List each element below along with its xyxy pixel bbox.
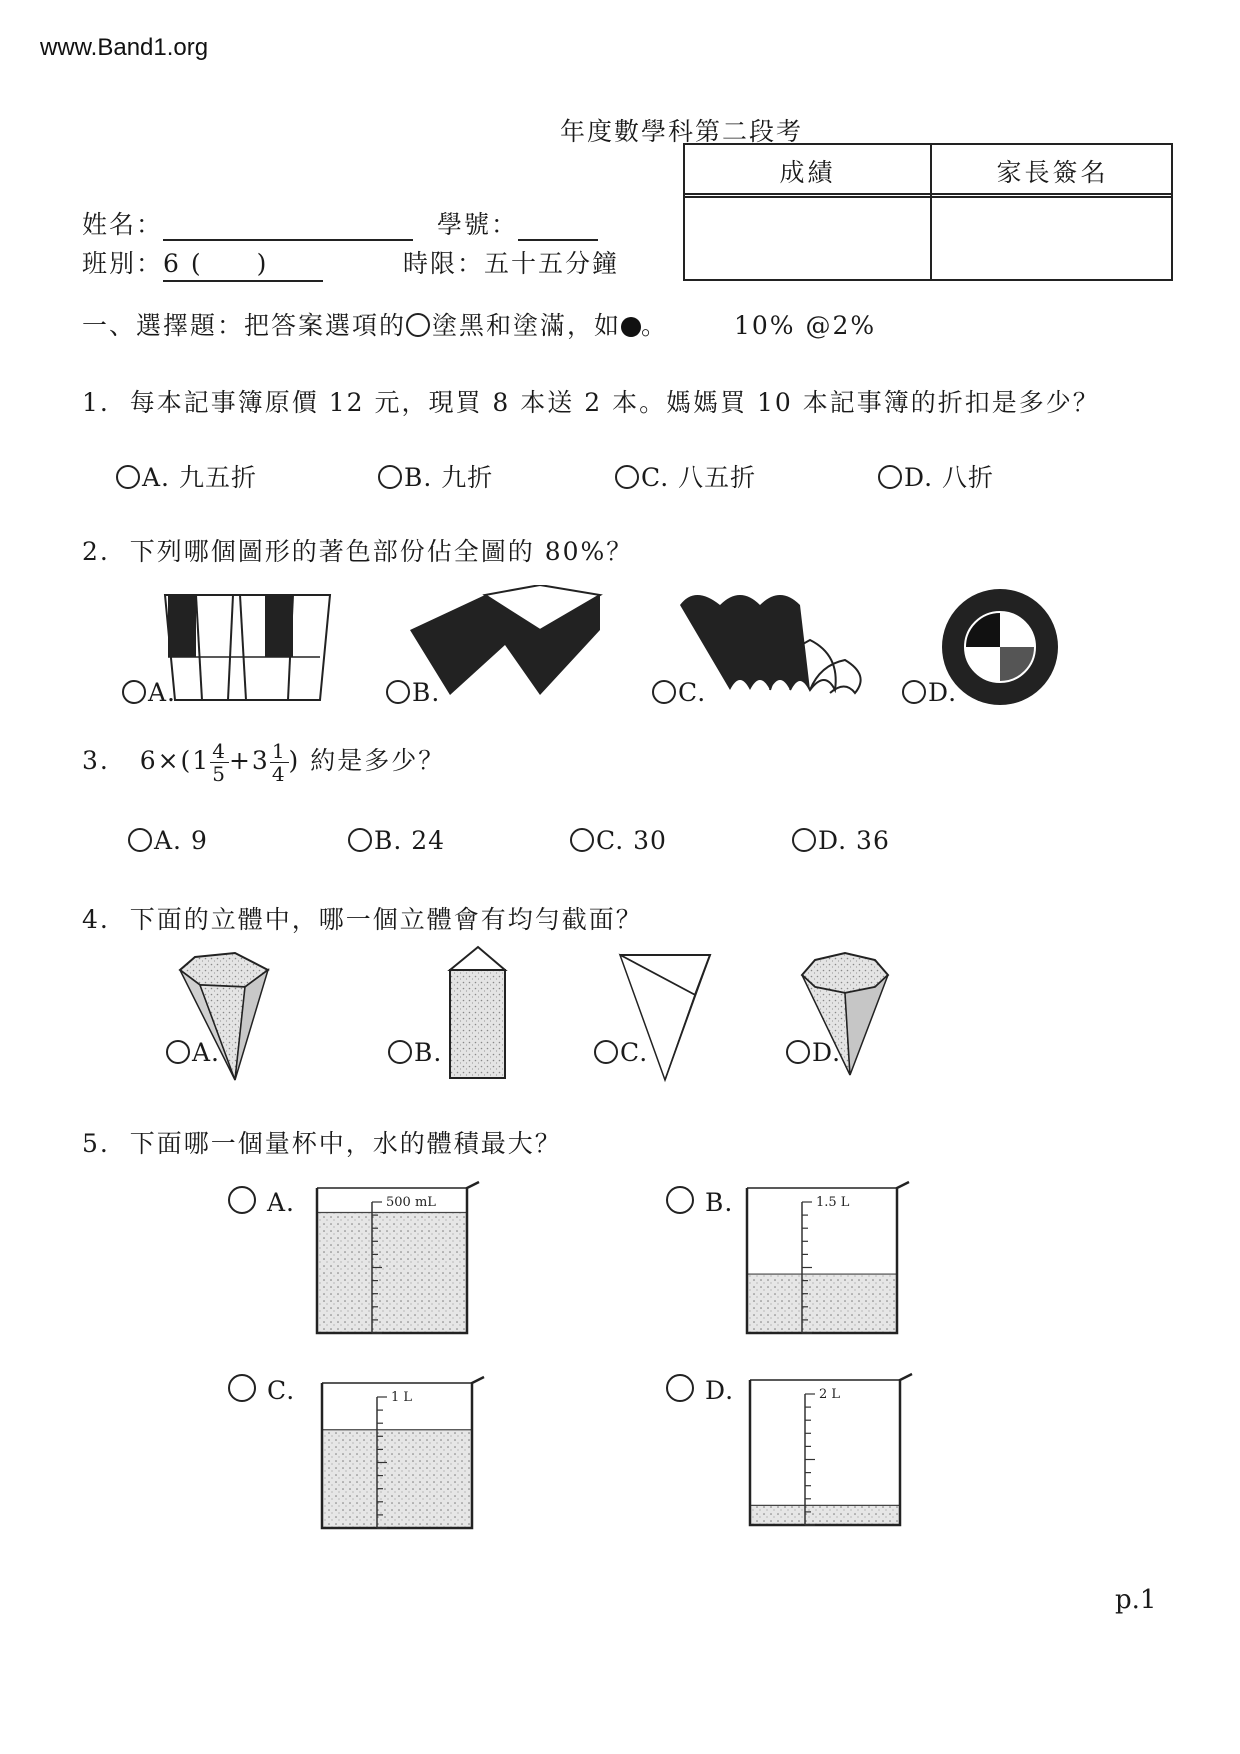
expression-part-b: +3 — [228, 746, 270, 775]
answer-bubble-icon[interactable] — [378, 465, 402, 489]
beaker-b — [745, 1180, 915, 1338]
score-table — [683, 143, 1173, 281]
answer-bubble-icon[interactable] — [128, 828, 152, 852]
fraction-1-4: $\frac{1}{4}$ — [271, 739, 287, 786]
question-4: 4. 下面的立體中，哪一個立體會有均勻截面？ — [82, 905, 643, 934]
section-score: 10% @2% — [734, 311, 877, 340]
answer-bubble-icon[interactable] — [386, 680, 410, 704]
beaker-capacity-label: 2 L — [819, 1387, 841, 1402]
q5-option-b[interactable]: B. — [666, 1186, 733, 1217]
expression-part-c: ) 約是多少？ — [288, 746, 446, 775]
q5-option-a[interactable]: A. — [228, 1186, 295, 1217]
empty-circle-icon — [406, 313, 430, 337]
filled-circle-icon — [621, 317, 641, 337]
q4-option-b[interactable]: B. — [388, 1038, 442, 1067]
name-field[interactable] — [163, 210, 413, 241]
name-label: 姓名： — [82, 210, 164, 239]
class-field[interactable]: 6 ( ) — [163, 244, 323, 282]
q1-option-b[interactable]: B. 九折 — [378, 458, 493, 494]
answer-bubble-icon[interactable] — [652, 680, 676, 704]
q1-option-a[interactable]: A. 九五折 — [116, 458, 257, 494]
question-1-text: 每本記事簿原價 12 元，現買 8 本送 2 本。媽媽買 10 本記事簿的折扣是多少？ — [129, 388, 1100, 417]
fraction-4-5: $\frac{4}{5}$ — [212, 739, 227, 786]
student-id-label: 學號： — [436, 210, 518, 239]
score-header: 成績 — [779, 158, 836, 187]
parent-signature-header: 家長簽名 — [996, 158, 1109, 187]
q5-option-c[interactable]: C. — [228, 1374, 295, 1405]
question-2-text: 下列哪個圖形的著色部份佔全圖的 80%？ — [129, 537, 634, 566]
q2-option-b[interactable]: B. — [386, 678, 440, 707]
answer-bubble-icon[interactable] — [878, 465, 902, 489]
beaker-capacity-label: 500 mL — [386, 1195, 436, 1210]
q2-option-c[interactable]: C. — [652, 678, 706, 707]
q4-option-d[interactable]: D. — [786, 1038, 841, 1067]
answer-bubble-icon[interactable] — [570, 828, 594, 852]
q3-option-d[interactable]: D. 36 — [792, 826, 890, 855]
answer-bubble-icon[interactable] — [666, 1186, 694, 1214]
answer-bubble-icon[interactable] — [166, 1040, 190, 1064]
class-row — [82, 244, 619, 282]
beaker-c — [320, 1375, 490, 1533]
answer-bubble-icon[interactable] — [666, 1374, 694, 1402]
figure-d-ring-shape — [942, 589, 1058, 705]
answer-bubble-icon[interactable] — [348, 828, 372, 852]
question-3: 3. 6×(1 $\frac{4}{5}$ +3 $\frac{1}{4}$ ) 約是多少？ — [82, 739, 446, 786]
water-level — [317, 1212, 467, 1333]
answer-bubble-icon[interactable] — [228, 1186, 256, 1214]
beaker-capacity-label: 1.5 L — [816, 1195, 850, 1210]
answer-bubble-icon[interactable] — [122, 680, 146, 704]
section-header: 一、選擇題：把答案選項的 塗黑和塗滿，如 。 10% @2% — [82, 311, 877, 340]
answer-bubble-icon[interactable] — [388, 1040, 412, 1064]
answer-bubble-icon[interactable] — [228, 1374, 256, 1402]
class-label: 班別： — [82, 249, 164, 278]
q2-figures — [120, 585, 1120, 715]
q2-option-d[interactable]: D. — [902, 678, 957, 707]
beaker-a — [315, 1180, 485, 1338]
figure-c-loops-shape — [680, 595, 861, 693]
student-id-field[interactable] — [518, 210, 598, 241]
answer-bubble-icon[interactable] — [615, 465, 639, 489]
figure-a-striped-trapezoid — [165, 595, 330, 700]
q3-option-c[interactable]: C. 30 — [570, 826, 667, 855]
question-5: 5. 下面哪一個量杯中，水的體積最大？ — [82, 1129, 562, 1158]
q4-option-a[interactable]: A. — [166, 1038, 220, 1067]
question-2: 2. 下列哪個圖形的著色部份佔全圖的 80%？ — [82, 537, 634, 566]
q2-option-a[interactable]: A. — [122, 678, 176, 707]
q1-option-c[interactable]: C. 八五折 — [615, 458, 756, 494]
question-4-text: 下面的立體中，哪一個立體會有均勻截面？ — [129, 905, 643, 934]
solid-b-prism-with-roof — [450, 947, 505, 1078]
answer-bubble-icon[interactable] — [786, 1040, 810, 1064]
water-level — [747, 1274, 897, 1333]
page-number: p.1 — [1115, 1585, 1157, 1615]
beaker-d — [748, 1372, 918, 1530]
expression-part-a: 6×(1 — [139, 746, 211, 775]
water-level — [750, 1505, 900, 1525]
q3-option-a[interactable]: A. 9 — [128, 826, 208, 855]
answer-bubble-icon[interactable] — [902, 680, 926, 704]
q5-option-d[interactable]: D. — [666, 1374, 734, 1405]
question-1: 1. 每本記事簿原價 12 元，現買 8 本送 2 本。媽媽買 10 本記事簿的折扣是多少？ — [82, 388, 1100, 417]
beaker-capacity-label: 1 L — [391, 1390, 413, 1405]
answer-bubble-icon[interactable] — [116, 465, 140, 489]
q1-option-d[interactable]: D. 八折 — [878, 458, 994, 494]
q3-option-b[interactable]: B. 24 — [348, 826, 445, 855]
answer-bubble-icon[interactable] — [594, 1040, 618, 1064]
name-row — [82, 205, 598, 241]
water-level — [322, 1430, 472, 1528]
time-limit: 時限：五十五分鐘 — [402, 249, 619, 278]
question-5-text: 下面哪一個量杯中，水的體積最大？ — [129, 1129, 562, 1158]
website-watermark: www.Band1.org — [40, 34, 209, 61]
exam-title: 年度數學科第二段考 — [560, 117, 804, 146]
answer-bubble-icon[interactable] — [792, 828, 816, 852]
q4-option-c[interactable]: C. — [594, 1038, 648, 1067]
